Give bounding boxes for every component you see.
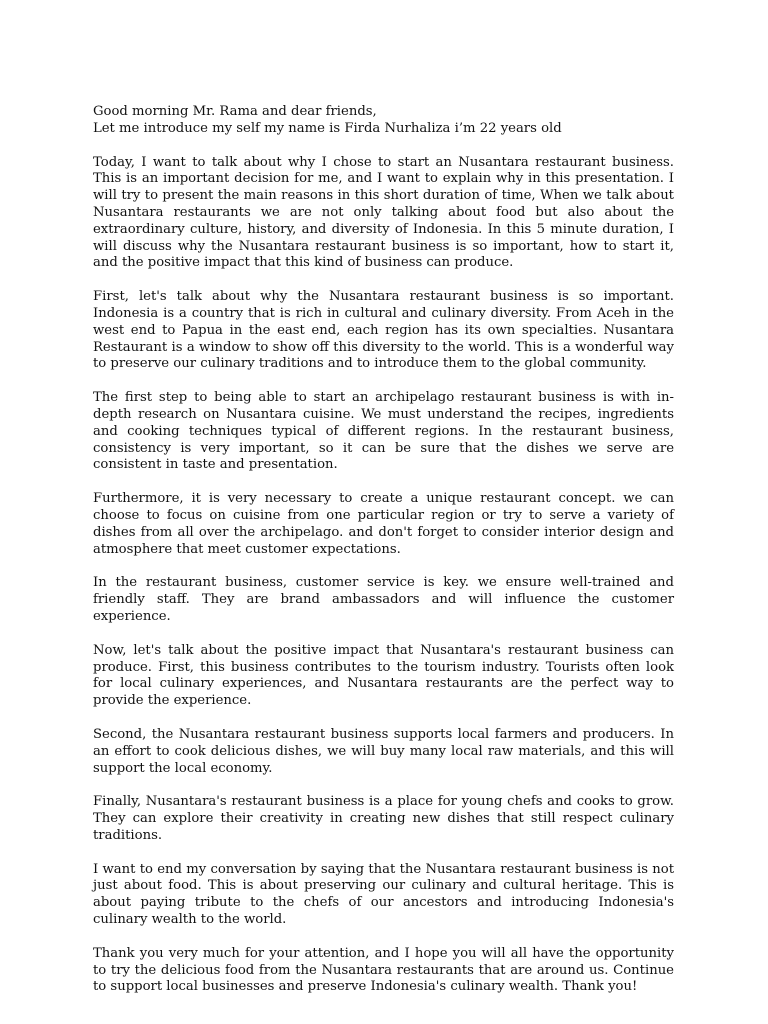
document-page	[93, 104, 674, 1013]
paragraph-service: In the restaurant business, customer service is key. we ensure well-trained and friendly staff. They are brand ambassadors and will influence the customer experience.	[93, 575, 674, 624]
paragraph-concept: Furthermore, it is very necessary to create a unique restaurant concept. we can choose to focus on cuisine from one particular region or try to serve a variety of dishes from all over the archipelago. and don't forget to consider interior design and atmosphere that meet customer expectations.	[93, 491, 674, 557]
paragraph-tourism: Now, let's talk about the positive impact that Nusantara's restaurant business can produce. First, this business contributes to the tourism industry. Tourists often look for local culinary experiences, and Nusantara restaurants are the perfect way to provide the experience.	[93, 642, 674, 709]
paragraph-importance: First, let's talk about why the Nusantara restaurant business is so important. Indonesia is a country that is rich in cultural and culinary diversity. From Aceh in the west end to Papua in the east end, each region has its own specialties. Nusantara Restaurant is a window to show off this diversity to the world. This is a wonderful way to preserve our culinary traditions and to introduce them to the global community.	[93, 289, 674, 372]
introduction-line: Let me introduce my self my name is Firda Nurhaliza i’m 22 years old	[93, 120, 562, 136]
paragraph-farmers: Second, the Nusantara restaurant business supports local farmers and producers. In an effort to cook delicious dishes, we will buy many local raw materials, and this will support the local economy.	[93, 726, 674, 776]
paragraph-research: The first step to being able to start an archipelago restaurant business is with in-depth research on Nusantara cuisine. We must understand the recipes, ingredients and cooking techniques typical of different regions. In the restaurant business, consistency is very important, so it can be sure that the dishes we serve are consistent in taste and presentation.	[93, 390, 674, 473]
greeting-block	[93, 104, 674, 138]
greeting-line: Good morning Mr. Rama and dear friends,	[93, 104, 377, 119]
paragraph-opening: Today, I want to talk about why I chose to start an Nusantara restaurant business. This is an important decision for me, and I want to explain why in this presentation. I will try to present the main reasons in this short duration of time, When we talk about Nusantara restaurants we are not only talking about food but also about the extraordinary culture, history, and diversity of Indonesia. In this 5 minute duration, I will discuss why the Nusantara restaurant business is so important, how to start it, and the positive impact that this kind of business can produce.	[93, 154, 674, 271]
paragraph-heritage: I want to end my conversation by saying that the Nusantara restaurant business is not just about food. This is about preserving our culinary and cultural heritage. This is about paying tribute to the chefs of our ancestors and introducing Indonesia's culinary wealth to the world.	[93, 861, 674, 928]
paragraph-closing: Thank you very much for your attention, and I hope you will all have the opportunity to try the delicious food from the Nusantara restaurants that are around us. Continue to support local businesses and preserve Indonesia's culinary wealth. Thank you!	[93, 945, 674, 995]
paragraph-chefs: Finally, Nusantara's restaurant business is a place for young chefs and cooks to grow. They can explore their creativity in creating new dishes that still respect culinary traditions.	[93, 794, 674, 843]
